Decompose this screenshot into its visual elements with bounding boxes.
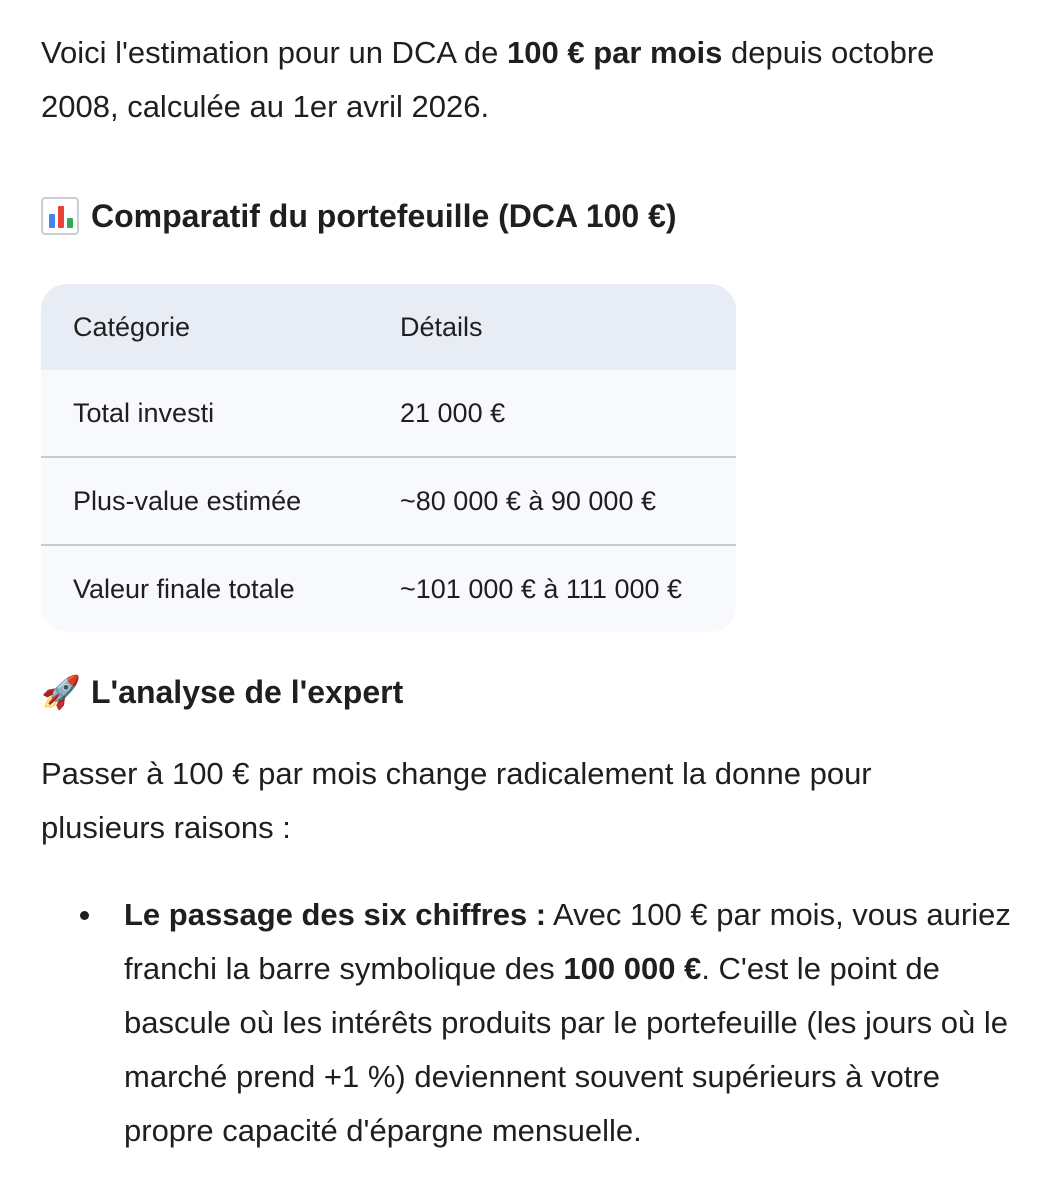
comparison-table-container — [41, 284, 736, 632]
expert-title: L'analyse de l'expert — [91, 674, 404, 710]
bar-chart-icon — [41, 197, 79, 235]
intro-text-after: depuis octobre 2008, calculée au 1er avril 2026. — [41, 35, 935, 124]
chart-icon-bar-green — [67, 218, 73, 228]
bullet-text-after: . C'est le point de bascule où les intérêts produits par le portefeuille (les jours où le marché prend +1 %) deviennent souvent supérieurs à votre propre capacité d'épargne mensuelle. — [124, 951, 1008, 1148]
expert-paragraph: Passer à 100 € par mois change radicalement la donne pour plusieurs raisons : — [41, 756, 872, 845]
intro-bold-amount: 100 € par mois — [507, 35, 723, 70]
table-header-row — [41, 284, 736, 370]
intro-text-before: Voici l'estimation pour un DCA de — [41, 35, 507, 70]
table-cell-detail: ~80 000 € à 90 000 € — [400, 457, 736, 545]
table-cell-category: Total investi — [73, 397, 215, 428]
table-row — [41, 457, 736, 545]
chart-icon-bar-red — [58, 206, 64, 228]
table-cell-category: Valeur finale totale — [41, 545, 400, 632]
comparison-title: Comparatif du portefeuille (DCA 100 €) — [91, 198, 677, 234]
response-content — [41, 26, 1031, 1158]
section-heading-expert — [41, 670, 1031, 714]
table-header-details: Détails — [400, 311, 483, 342]
table-row — [41, 545, 736, 632]
rocket-icon: 🚀 — [41, 674, 81, 710]
bullet-dot — [80, 911, 89, 920]
bullet-text-before: Avec 100 € par mois, vous auriez franchi la barre symbolique des — [124, 897, 1011, 986]
table-row — [41, 370, 736, 457]
comparison-table — [41, 284, 736, 632]
section-heading-comparison — [41, 194, 1031, 238]
table-cell-detail: ~101 000 € à 111 000 € — [400, 545, 736, 632]
expert-bullet-list — [41, 888, 1031, 1158]
bullet-lead: Le passage des six chiffres : — [124, 897, 547, 932]
table-cell-detail: 21 000 € — [400, 397, 506, 428]
table-cell-category: Plus-value estimée — [41, 457, 400, 545]
table-header-categorie: Catégorie — [73, 311, 191, 342]
chart-icon-bar-blue — [49, 214, 55, 228]
bullet-bold-amount: 100 000 € — [563, 951, 702, 986]
list-item — [124, 888, 1031, 1158]
intro-paragraph — [41, 26, 941, 134]
